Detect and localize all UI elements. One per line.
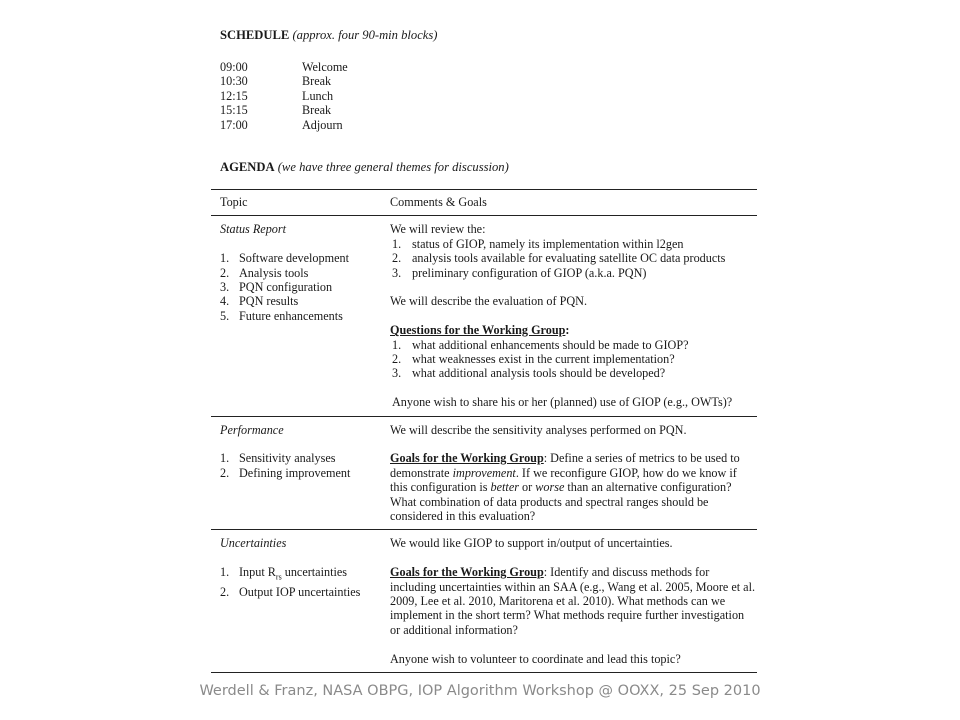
review-list: [390, 237, 757, 280]
list-item: [220, 280, 390, 294]
share-text: Anyone wish to share his or her (planned) use of GIOP (e.g., OWTs)?: [392, 395, 733, 410]
comments-cell: [390, 216, 757, 416]
item-text: what weaknesses exist in the current implementation?: [412, 352, 675, 367]
agenda-title: AGENDA: [220, 160, 275, 174]
item-number: 2.: [392, 251, 402, 266]
item-number: 1.: [220, 451, 230, 466]
goals-emphasis: better: [490, 480, 519, 495]
item-number: 2.: [220, 265, 230, 280]
review-intro: We will review the:: [390, 222, 486, 237]
schedule-time: 12:15: [220, 88, 248, 103]
item-number: 3.: [392, 265, 402, 280]
schedule-heading: [220, 28, 760, 42]
volunteer-text: Anyone wish to volunteer to coordinate and lead this topic?: [390, 651, 681, 666]
item-text-part: uncertainties: [281, 565, 347, 580]
questions-label: Questions for the Working Group: [390, 323, 566, 338]
list-item: [220, 451, 390, 465]
item-text: what additional analysis tools should be developed?: [412, 366, 666, 381]
schedule-event: Adjourn: [302, 117, 343, 132]
goals-paragraph: [390, 565, 757, 637]
comments-cell: [390, 530, 757, 673]
list-item: [220, 585, 390, 599]
goals-label: Goals for the Working Group: [390, 451, 544, 466]
schedule-row: [220, 74, 348, 88]
questions-colon: :: [565, 323, 570, 338]
item-text: status of GIOP, namely its implementation within l2gen: [412, 236, 684, 251]
schedule-row: [220, 89, 348, 103]
goals-text-part: or: [518, 480, 536, 495]
schedule-time: 10:30: [220, 74, 248, 89]
item-text: what additional enhancements should be made to GIOP?: [412, 337, 689, 352]
workshop-document: [220, 28, 760, 666]
agenda-row-uncertainties: [211, 530, 757, 673]
schedule-row: [220, 103, 348, 117]
goals-text-part: . If we reconfigure GIOP, how do we know if this configuration is: [390, 465, 737, 495]
agenda-subtitle: (we have three general themes for discussion): [277, 160, 509, 174]
item-number: 3.: [392, 366, 402, 381]
schedule-event: Lunch: [302, 88, 334, 103]
item-number: 2.: [220, 465, 230, 480]
agenda-header-row: [211, 190, 757, 216]
goals-emphasis: improvement: [452, 465, 516, 480]
item-text: Sensitivity analyses: [239, 451, 336, 466]
describe-text: We will describe the evaluation of PQN.: [390, 294, 588, 309]
item-text: PQN configuration: [239, 280, 333, 295]
list-item: [220, 294, 390, 308]
goals-text-part: : Define a series of metrics to be used to demonstrate: [390, 451, 740, 480]
schedule-time: 09:00: [220, 60, 248, 74]
goals-text-part: than an alternative configuration? What combination of data products and spectral ranges should be considered in this evaluation?: [390, 480, 732, 524]
item-text: analysis tools available for evaluating satellite OC data products: [412, 251, 726, 266]
agenda-table: [211, 189, 757, 673]
item-text: Software development: [239, 251, 349, 266]
goals-emphasis: worse: [535, 480, 565, 495]
item-text-part: Input R: [239, 565, 276, 580]
item-number: 5.: [220, 308, 230, 323]
schedule-event: Break: [302, 74, 332, 89]
goals-paragraph: [390, 451, 757, 523]
schedule-event: Welcome: [302, 60, 348, 74]
list-item: [390, 366, 757, 380]
list-item: [390, 266, 757, 280]
item-text: Future enhancements: [239, 308, 343, 323]
item-text: Analysis tools: [239, 265, 309, 280]
list-item: [220, 266, 390, 280]
list-item: [220, 309, 390, 323]
item-number: 2.: [220, 585, 230, 600]
topic-cell: [211, 216, 390, 416]
list-item: [390, 237, 757, 251]
topic-title: Status Report: [220, 222, 287, 237]
item-number: 1.: [392, 337, 402, 352]
comments-column-header: Comments & Goals: [390, 190, 757, 216]
topic-subitems: [220, 251, 390, 323]
comments-cell: [390, 416, 757, 530]
schedule-row: [220, 118, 348, 132]
agenda-row-performance: [211, 416, 757, 530]
topic-subitems: [220, 451, 390, 480]
slide-footer: Werdell & Franz, NASA OBPG, IOP Algorithm Workshop @ OOXX, 25 Sep 2010: [199, 683, 761, 699]
list-item: [220, 466, 390, 480]
schedule-row: [220, 60, 348, 74]
topic-title: Performance: [220, 422, 284, 437]
item-text: Defining improvement: [239, 465, 351, 480]
item-text: [239, 565, 347, 585]
agenda-heading: [220, 160, 509, 174]
item-number: 3.: [220, 280, 230, 295]
questions-heading: [390, 323, 757, 337]
support-text: We would like GIOP to support in/output of uncertainties.: [390, 536, 673, 551]
item-text: PQN results: [239, 294, 299, 309]
item-number: 1.: [220, 251, 230, 266]
agenda-row-status-report: [211, 216, 757, 416]
schedule-title: SCHEDULE: [220, 28, 290, 42]
schedule-time: 15:15: [220, 103, 248, 118]
list-item: [220, 251, 390, 265]
goals-text: : Identify and discuss methods for including uncertainties within an SAA (e.g., Wang et al. 2005, Moore et al. 2009, Lee et al. 2010, Maritorena et al. 2010). What methods can we implement in the short term? What methods require further investigation or additional information?: [390, 565, 756, 637]
schedule-subtitle: (approx. four 90-min blocks): [292, 28, 438, 42]
topic-subitems: [220, 565, 390, 599]
item-text: Output IOP uncertainties: [239, 585, 361, 600]
schedule-time: 17:00: [220, 117, 248, 132]
questions-list: [390, 338, 757, 381]
describe-text: We will describe the sensitivity analyses performed on PQN.: [390, 422, 687, 437]
item-number: 1.: [220, 565, 230, 580]
list-item: [390, 338, 757, 352]
schedule-event: Break: [302, 103, 332, 118]
topic-cell: [211, 530, 390, 673]
list-item: [220, 565, 390, 585]
topic-title: Uncertainties: [220, 536, 287, 551]
list-item: [390, 352, 757, 366]
schedule-list: [220, 60, 348, 132]
topic-cell: [211, 416, 390, 530]
topic-column-header: Topic: [211, 190, 390, 216]
item-text: preliminary configuration of GIOP (a.k.a. PQN): [412, 265, 647, 280]
rrs-subscript: rs: [275, 572, 282, 582]
item-number: 2.: [392, 352, 402, 367]
item-number: 4.: [220, 294, 230, 309]
item-number: 1.: [392, 236, 402, 251]
goals-label: Goals for the Working Group: [390, 565, 544, 580]
list-item: [390, 251, 757, 265]
